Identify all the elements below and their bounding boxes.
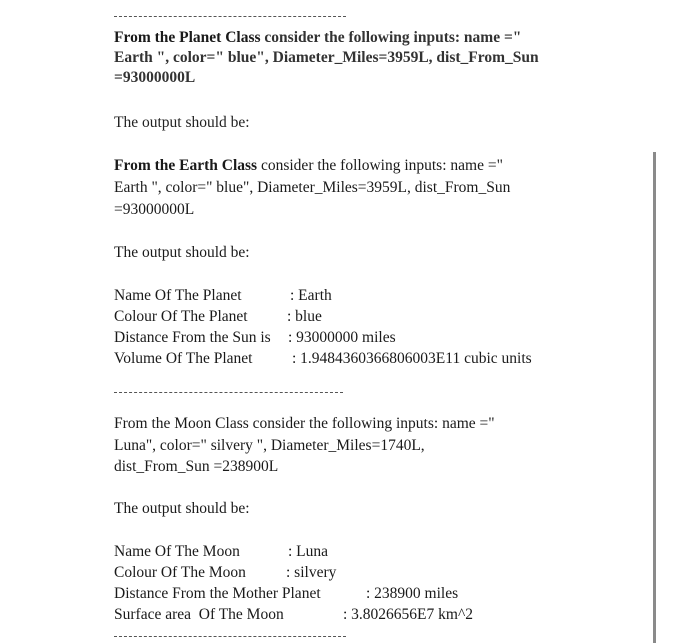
- output-label: Volume Of The Planet: [114, 350, 253, 367]
- earth-output-volume: [114, 349, 532, 369]
- moon-intro-line2: Luna", color=" silvery ", Diameter_Miles=1740L,: [114, 437, 425, 454]
- moon-output-label: The output should be:: [114, 500, 250, 517]
- output-value: : 93000000 miles: [288, 329, 396, 346]
- output-value: : 1.9484360366806003E11 cubic units: [292, 350, 532, 367]
- earth-output-label: The output should be:: [114, 244, 250, 261]
- earth-intro-text: consider the following inputs: name =": [257, 157, 503, 174]
- separator-top: [114, 16, 346, 17]
- moon-output-colour: [114, 563, 336, 583]
- earth-output-name: [114, 286, 332, 306]
- planet-intro-text: consider the following inputs: name =": [260, 29, 522, 46]
- planet-intro-line2: Earth ", color=" blue", Diameter_Miles=3959L, dist_From_Sun: [114, 49, 539, 66]
- output-label: Colour Of The Moon: [114, 564, 246, 581]
- moon-output-surface: [114, 605, 473, 625]
- output-value: : Earth: [290, 287, 332, 304]
- earth-intro-line2: Earth ", color=" blue", Diameter_Miles=3959L, dist_From_Sun: [114, 179, 511, 196]
- planet-intro-line3: =93000000L: [114, 69, 196, 86]
- output-label: Distance From the Sun is: [114, 329, 271, 346]
- planet-output-label: The output should be:: [114, 114, 250, 131]
- earth-output-distance: [114, 328, 396, 348]
- output-label: Name Of The Planet: [114, 287, 242, 304]
- separator-bottom: [114, 636, 346, 637]
- output-value: : 238900 miles: [366, 585, 459, 602]
- output-label: Colour Of The Planet: [114, 308, 248, 325]
- earth-intro-line3: =93000000L: [114, 201, 195, 218]
- moon-intro-line3: dist_From_Sun =238900L: [114, 458, 279, 475]
- separator-middle: [114, 392, 343, 393]
- output-label: Surface area Of The Moon: [114, 606, 284, 623]
- output-value: : blue: [287, 308, 322, 325]
- moon-output-distance: [114, 584, 458, 604]
- earth-class-title: From the Earth Class: [114, 157, 258, 174]
- earth-output-colour: [114, 307, 322, 327]
- output-label: Distance From the Mother Planet: [114, 585, 321, 602]
- earth-intro-line1: [114, 156, 503, 176]
- output-value: : Luna: [288, 543, 329, 560]
- output-value: : 3.8026656E7 km^2: [343, 606, 473, 623]
- output-value: : silvery: [286, 564, 337, 581]
- moon-output-name: [114, 542, 328, 562]
- moon-intro-line1: From the Moon Class consider the following inputs: name =": [114, 415, 495, 432]
- page-edge-bar: [653, 152, 656, 643]
- output-label: Name Of The Moon: [114, 543, 240, 560]
- planet-intro-line1: [114, 28, 521, 48]
- planet-class-title: From the Planet Class: [114, 29, 261, 46]
